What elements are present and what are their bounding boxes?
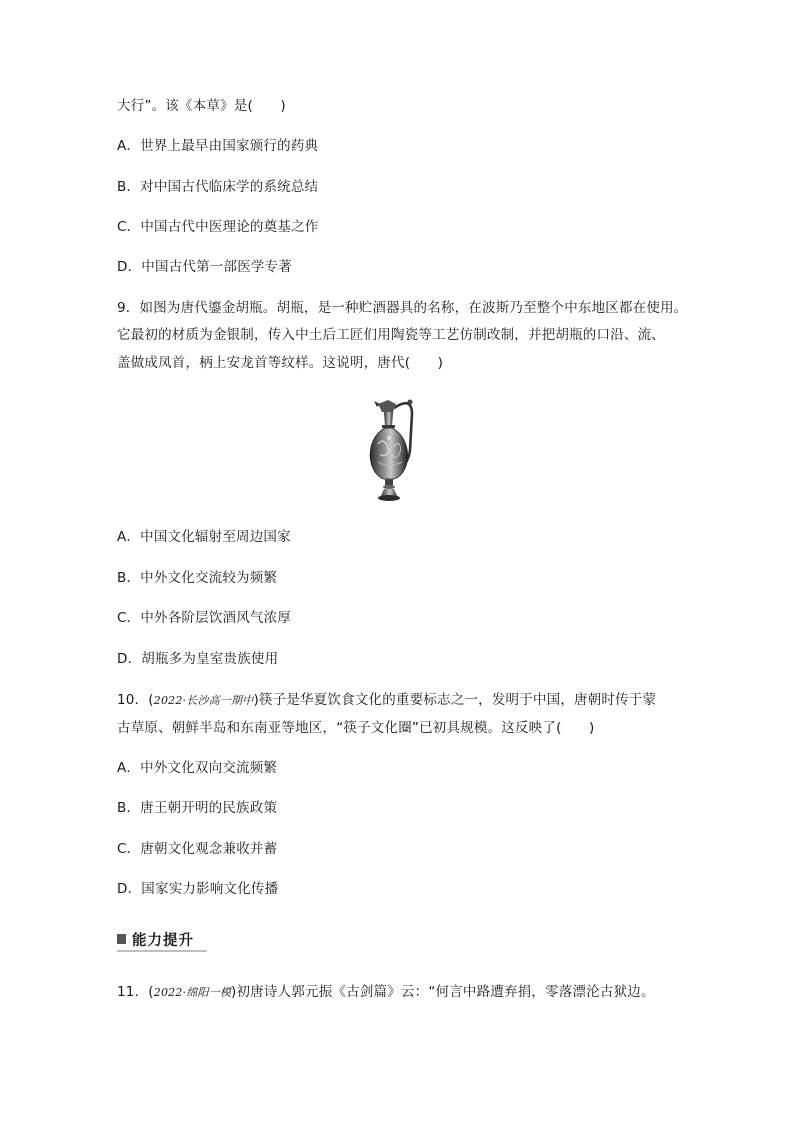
- q11-number: 11．(: [117, 984, 154, 1000]
- q8-tail: 大行”。该《本草》是( ): [117, 98, 286, 114]
- gilded-ewer-image: [360, 394, 422, 504]
- q10-option-c: C．唐朝文化观念兼收并蓄: [117, 841, 278, 857]
- q10-option-d: D．国家实力影响文化传播: [117, 881, 279, 897]
- q10-stem-line-2: 古草原、朝鲜半岛和东南亚等地区，“筷子文化圈”已初具规模。这反映了( ): [117, 720, 595, 736]
- q9-option-c: C．中外各阶层饮酒风气浓厚: [117, 610, 292, 626]
- q10-option-a: A．中外文化双向交流频繁: [117, 760, 278, 776]
- q11-source: 2022·绵阳一模: [153, 986, 232, 999]
- q9-option-b: B．中外文化交流较为频繁: [117, 570, 278, 586]
- section-marker-icon: [117, 934, 126, 944]
- q9-stem-line-3: 盖做成凤首，柄上安龙首等纹样。这说明，唐代( ): [117, 355, 444, 371]
- q9-stem-line-2: 它最初的材质为金银制，传入中土后工匠们用陶瓷等工艺仿制改制，并把胡瓶的口沿、流、: [117, 327, 665, 343]
- q9-option-a: A．中国文化辐射至周边国家: [117, 529, 291, 545]
- section-heading: [117, 929, 196, 949]
- q9-stem-line-1: 9．如图为唐代鎏金胡瓶。胡瓶，是一种贮酒器具的名称，在波斯乃至整个中东地区都在使用。: [117, 300, 688, 316]
- q11-stem-text: )初唐诗人郭元振《古剑篇》云：“何言中路遭弃捐，零落漂沦古狱边。: [231, 984, 655, 1000]
- q10-number: 10．(: [117, 692, 154, 708]
- q8-option-c: C．中国古代中医理论的奠基之作: [117, 219, 319, 235]
- section-title: 能力提升: [132, 932, 194, 949]
- q10-stem-text: )筷子是华夏饮食文化的重要标志之一，发明于中国，唐朝时传于蒙: [253, 692, 657, 708]
- q8-option-a: A．世界上最早由国家颁行的药典: [117, 138, 319, 154]
- q10-source: 2022·长沙高一期中: [153, 694, 254, 707]
- q8-option-d: D．中国古代第一部医学专著: [117, 259, 292, 275]
- q11-stem-line-1: [117, 982, 655, 1003]
- q10-option-b: B．唐王朝开明的民族政策: [117, 800, 278, 816]
- section-underline: [117, 950, 207, 952]
- q8-option-b: B．对中国古代临床学的系统总结: [117, 179, 319, 195]
- q10-stem-line-1: [117, 690, 656, 711]
- q9-option-d: D．胡瓶多为皇室贵族使用: [117, 651, 279, 667]
